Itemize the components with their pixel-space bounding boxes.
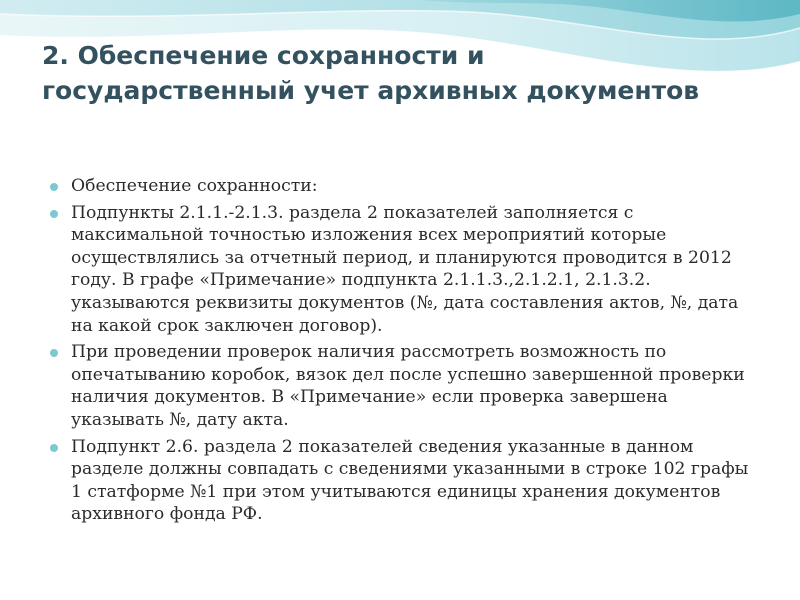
list-item-text: Подпункты 2.1.1.-2.1.3. раздела 2 показателей заполняется с максимальной точностью изложения всех мероприятий которые осуществлялись за отчетный период, и планируются проводится в 2012 году. В графе «Примечание» подпункта 2.1.1.3.,2.1.2.1, 2.1.3.2. указываются реквизиты документов (№, дата составления актов, №, дата на какой срок заключен договор). [71, 202, 739, 336]
bullet-list [50, 175, 762, 530]
list-item-text: Подпункт 2.6. раздела 2 показателей сведения указанные в данном разделе должны совпадать с сведениями указанными в строке 102 графы 1 статформе №1 при этом учитываются единицы хранения документов архивного фонда РФ. [71, 436, 749, 525]
slide-title: 2. Обеспечение сохранности и государственный учет архивных документов [42, 41, 700, 105]
list-item-text: Обеспечение сохранности: [71, 176, 318, 196]
circle-bullet-icon [50, 183, 58, 191]
list-item [50, 175, 762, 198]
list-item [50, 341, 762, 431]
circle-bullet-icon [50, 349, 58, 357]
circle-bullet-icon [50, 444, 58, 452]
list-item [50, 436, 762, 526]
list-item-text: При проведении проверок наличия рассмотреть возможность по опечатыванию коробок, вязок дел после успешно завершенной проверки наличия документов. В «Примечание» если проверка завершена указывать №, дату акта. [71, 342, 745, 430]
circle-bullet-icon [50, 210, 58, 218]
list-item [50, 202, 762, 338]
